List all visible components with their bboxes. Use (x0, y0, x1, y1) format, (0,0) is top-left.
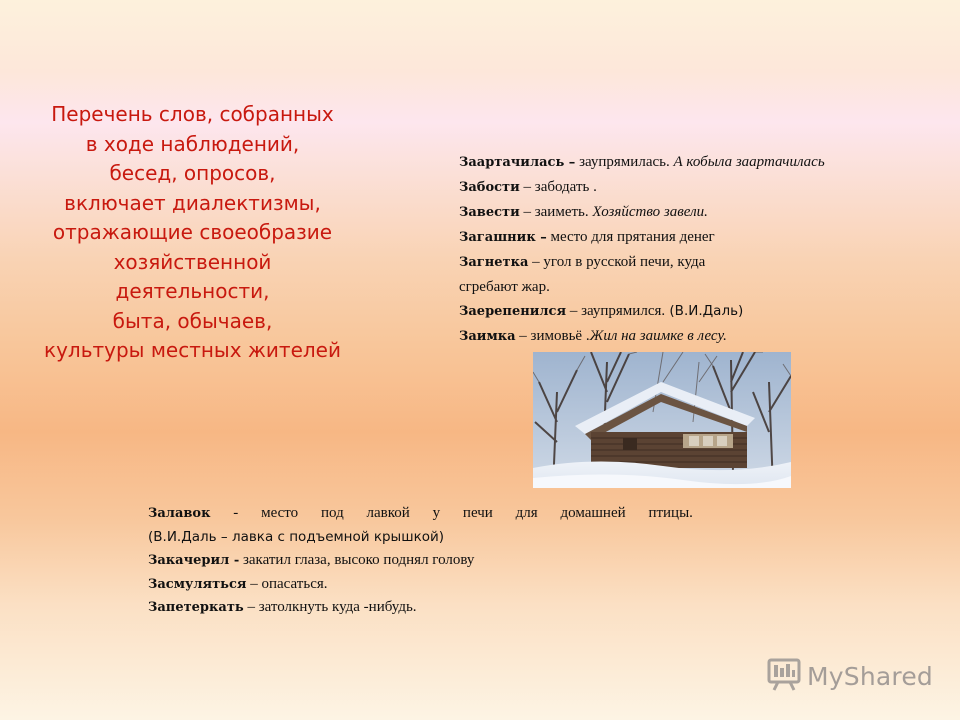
definition-row (148, 549, 693, 573)
definition-word: для (515, 505, 538, 521)
definition-word: птицы. (648, 505, 693, 521)
definition-example: А кобыла заартачилась (669, 154, 825, 170)
heading-line: культуры местных жителей (44, 338, 341, 362)
definition-text: заупрямилась. (575, 154, 670, 170)
definition-text: – затолкнуть куда -нибудь. (243, 599, 417, 615)
definition-term: Забости (459, 180, 520, 195)
definition-term: Запетеркать (148, 600, 244, 615)
definition-text: закатил глаза, высоко поднял голову (239, 552, 475, 568)
definition-row (148, 596, 693, 620)
logo-text: MyShared (807, 661, 933, 691)
definition-term: Заерепенился (459, 304, 567, 319)
definition-term: Завести (459, 205, 520, 220)
definitions-list-right (459, 150, 919, 349)
definition-word: под (320, 505, 344, 521)
definition-term: Залавок (148, 506, 211, 521)
definitions-list-bottom (148, 502, 693, 620)
heading-line: деятельности, (115, 279, 270, 303)
definition-text: – забодать . (519, 179, 597, 195)
definition-row (459, 150, 919, 175)
heading-line: хозяйственной (113, 249, 272, 274)
heading-line: бесед, опросов, (109, 161, 276, 185)
definition-text: – угол в русской печи, куда (528, 254, 706, 270)
definition-text: сгребают жар. (459, 279, 550, 295)
definition-word: у (432, 505, 441, 521)
heading-line: включает диалектизмы, (64, 190, 321, 215)
definition-word: печи (462, 505, 493, 521)
definition-text: – заиметь. (519, 204, 589, 220)
definition-row (459, 250, 919, 275)
definition-term: Заимка (459, 329, 516, 344)
definition-word: домашней (560, 505, 626, 521)
definition-source: (В.И.Даль – лавка с подъемной крышкой) (148, 528, 445, 545)
definition-text: – заупрямился. (566, 303, 666, 319)
myshared-logo[interactable] (766, 656, 936, 696)
definition-row (459, 324, 919, 349)
definition-term: Загнетка (459, 255, 529, 270)
definition-row (459, 225, 919, 250)
definition-row (148, 526, 693, 550)
definition-term: Засмуляться (148, 576, 247, 592)
definition-word: лавкой (366, 505, 410, 521)
presentation-board-icon (766, 657, 802, 696)
definition-row (459, 200, 919, 225)
log-cabin-photo (533, 352, 791, 488)
definition-example: Хозяйство завели. (588, 204, 708, 220)
heading-line: в ходе наблюдений, (85, 131, 300, 156)
definition-word: место (261, 505, 299, 521)
definition-row (148, 573, 693, 597)
heading-line: быта, обычаев, (112, 308, 273, 333)
definition-term: Загашник – (459, 230, 547, 245)
definition-source: (В.И.Даль) (665, 303, 744, 319)
definition-text: – опасаться. (246, 575, 328, 592)
heading-line: отражающие своеобразие (52, 220, 333, 244)
definition-row (459, 175, 919, 200)
heading-line: Перечень слов, собранных (51, 102, 334, 126)
definition-text: – зимовьё . (515, 328, 590, 344)
definition-term: Закачерил - (148, 553, 240, 568)
definition-word: - (233, 505, 239, 521)
definition-example: Жил на заимке в лесу. (589, 328, 727, 344)
definition-term: Заартачилась – (459, 155, 576, 170)
definition-row (148, 502, 693, 526)
definition-row (459, 275, 919, 299)
definition-text: место для прятания денег (546, 229, 715, 245)
definition-row (459, 299, 919, 324)
slide-heading (20, 100, 365, 366)
